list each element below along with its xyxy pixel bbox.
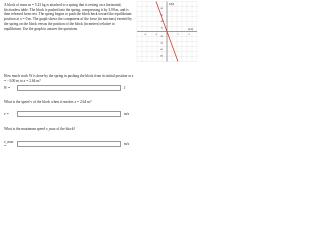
question-speed [4, 100, 134, 105]
max-speed-answer-input[interactable] [17, 141, 121, 147]
x-tick-label: 2 [177, 34, 179, 36]
y-tick-label: 80 [160, 8, 163, 10]
y-axis-label: F(N) [169, 3, 175, 6]
question-work [4, 74, 134, 83]
y-tick-label: -20 [159, 36, 163, 38]
y-tick-label: -60 [159, 49, 163, 51]
question-max-speed-prompt: What is the maximum speed v_max of the block? [4, 127, 76, 131]
y-tick-label: -80 [159, 55, 163, 58]
max-speed-variable-label: v_max = [4, 140, 14, 148]
force-position-graph [136, 1, 198, 62]
y-tick-label: 60 [160, 14, 163, 17]
answer-row-max-speed [4, 140, 129, 148]
work-answer-input[interactable] [17, 85, 121, 91]
x-axis-label: x(m) [188, 27, 194, 31]
y-tick-label: -40 [159, 42, 163, 45]
y-tick-label: 20 [160, 27, 163, 30]
speed-answer-input[interactable] [17, 111, 121, 117]
x-tick-label: -4 [144, 34, 146, 36]
question-work-prompt: How much work W is done by the spring in pushing the block from its initial position at x = −3.00 m to x = 2.64 m? [4, 74, 134, 83]
y-tick-labels [160, 8, 164, 58]
x-tick-label: -2 [155, 34, 157, 36]
question-speed-prompt: What is the speed v of the block when it reaches x = 2.64 m? [4, 100, 92, 104]
work-unit-label: J [124, 86, 126, 90]
work-variable-label: W = [4, 86, 11, 90]
y-tick-label: 40 [160, 21, 163, 23]
x-tick-label: 4 [188, 34, 190, 36]
speed-unit-label: m/s [124, 112, 130, 116]
problem-text: A block of mass m = 5.23 kg is attached to a spring that is resting on a horizontal, frictionless table. The block is pushed into the spring, compressing it by 3.00 m, and is then released from rest. The spring begins to push the block back toward the equilibrium position at x = 0 m. The graph shows the component of the force (in newtons) exerted by the spring on the block versus the position of the block (in meters) relative to equilibrium. Use the graph to answer the questions. [4, 3, 132, 31]
problem-statement [4, 3, 132, 31]
answer-row-speed [4, 111, 129, 117]
speed-variable-label: v = [4, 112, 9, 116]
question-max-speed [4, 127, 134, 132]
max-speed-unit-label: m/s [124, 142, 130, 146]
answer-row-work [4, 85, 125, 91]
